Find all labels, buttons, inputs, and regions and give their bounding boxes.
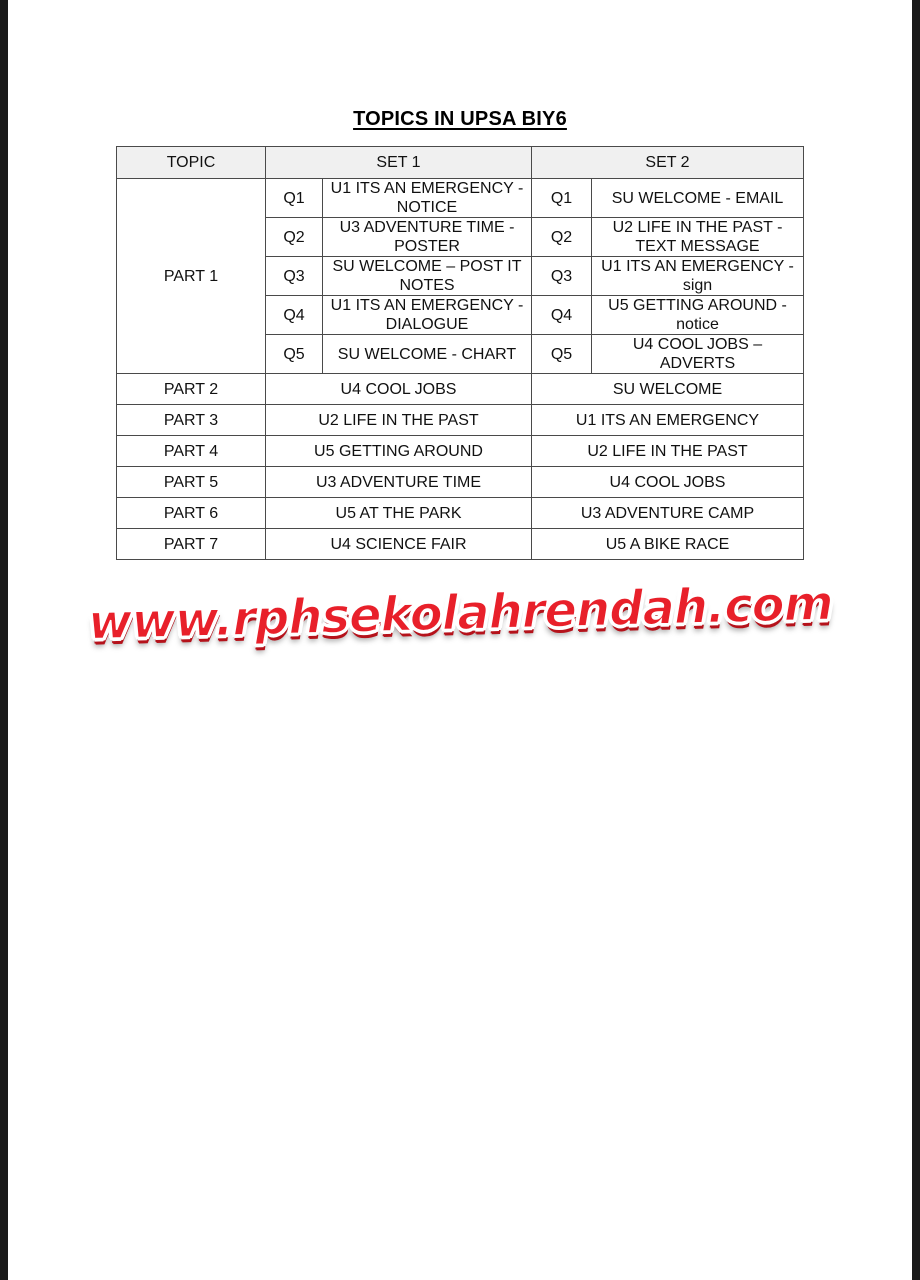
question-number: Q5 — [266, 335, 323, 374]
table-row — [117, 436, 804, 467]
table-row — [117, 467, 804, 498]
set2-topic: U2 LIFE IN THE PAST - TEXT MESSAGE — [592, 218, 804, 257]
set1-topic: SU WELCOME - CHART — [323, 335, 532, 374]
set2-topic: U3 ADVENTURE CAMP — [532, 498, 804, 529]
set1-topic: SU WELCOME – POST IT NOTES — [323, 257, 532, 296]
part-label: PART 3 — [117, 405, 266, 436]
table-row — [117, 374, 804, 405]
question-number: Q2 — [532, 218, 592, 257]
topics-table — [116, 146, 804, 560]
table-row — [117, 529, 804, 560]
question-number: Q2 — [266, 218, 323, 257]
set2-topic: U4 COOL JOBS — [532, 467, 804, 498]
set1-topic: U3 ADVENTURE TIME - POSTER — [323, 218, 532, 257]
part-label: PART 5 — [117, 467, 266, 498]
question-number: Q4 — [532, 296, 592, 335]
set2-topic: U1 ITS AN EMERGENCY — [532, 405, 804, 436]
set1-topic: U2 LIFE IN THE PAST — [266, 405, 532, 436]
table-row — [117, 405, 804, 436]
set2-topic: SU WELCOME — [532, 374, 804, 405]
question-number: Q1 — [532, 179, 592, 218]
document-title-text: TOPICS IN UPSA BIY6 — [353, 108, 567, 130]
set2-topic: U2 LIFE IN THE PAST — [532, 436, 804, 467]
watermark-logo — [8, 575, 912, 651]
watermark-text: www.rphsekolahrendah.com — [87, 575, 833, 651]
set2-topic: U1 ITS AN EMERGENCY - sign — [592, 257, 804, 296]
set1-topic: U3 ADVENTURE TIME — [266, 467, 532, 498]
set1-topic: U5 GETTING AROUND — [266, 436, 532, 467]
set1-topic: U4 SCIENCE FAIR — [266, 529, 532, 560]
question-number: Q1 — [266, 179, 323, 218]
part-label: PART 6 — [117, 498, 266, 529]
document-page — [8, 0, 912, 1280]
part1-label: PART 1 — [117, 179, 266, 374]
set2-topic: U5 A BIKE RACE — [532, 529, 804, 560]
part-label: PART 4 — [117, 436, 266, 467]
set2-topic: U5 GETTING AROUND - notice — [592, 296, 804, 335]
set1-topic: U4 COOL JOBS — [266, 374, 532, 405]
question-number: Q3 — [532, 257, 592, 296]
part-label: PART 2 — [117, 374, 266, 405]
document-title — [8, 108, 912, 131]
table-row — [117, 498, 804, 529]
question-number: Q5 — [532, 335, 592, 374]
set1-topic: U1 ITS AN EMERGENCY - DIALOGUE — [323, 296, 532, 335]
question-number: Q4 — [266, 296, 323, 335]
header-topic: TOPIC — [117, 147, 266, 179]
set1-topic: U5 AT THE PARK — [266, 498, 532, 529]
question-number: Q3 — [266, 257, 323, 296]
set2-topic: U4 COOL JOBS – ADVERTS — [592, 335, 804, 374]
header-set1: SET 1 — [266, 147, 532, 179]
table-header-row — [117, 147, 804, 179]
set1-topic: U1 ITS AN EMERGENCY - NOTICE — [323, 179, 532, 218]
header-set2: SET 2 — [532, 147, 804, 179]
part-label: PART 7 — [117, 529, 266, 560]
set2-topic: SU WELCOME - EMAIL — [592, 179, 804, 218]
table-row — [117, 179, 804, 218]
